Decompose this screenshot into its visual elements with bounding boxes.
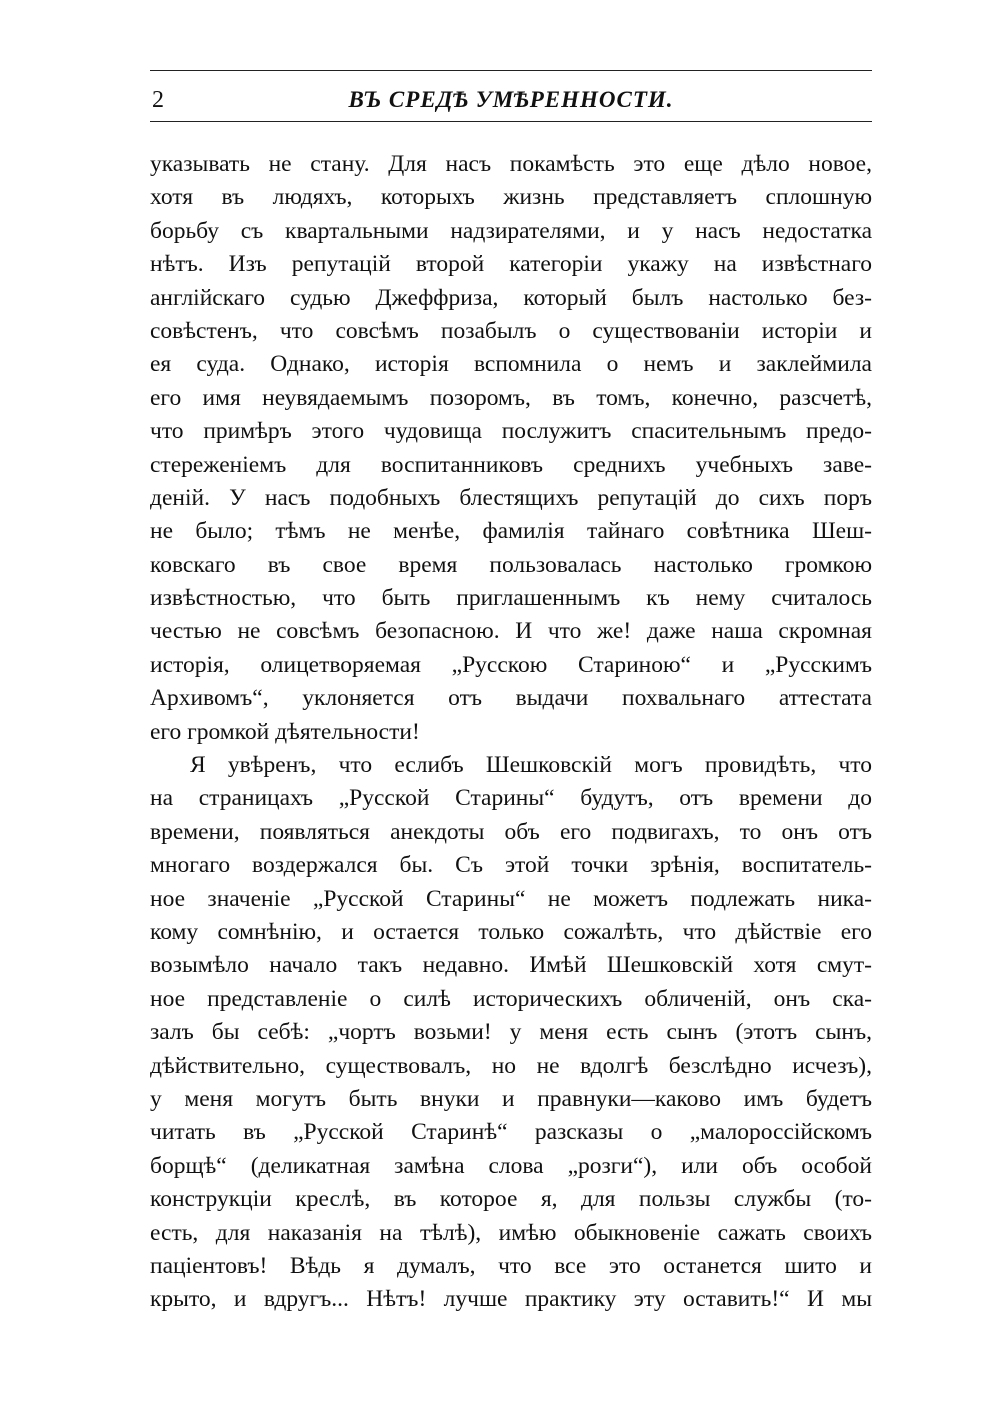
text-line: читать въ „Русской Старинѣ“ разсказы о „малороссійскомъ [150,1119,872,1146]
running-title: ВЪ СРЕДѢ УМѢРЕННОСТИ. [348,87,674,112]
text-line: хотя въ людяхъ, которыхъ жизнь представляетъ сплошную [150,184,872,211]
text-line: Архивомъ“, уклоняется отъ выдачи похвальнаго аттестата [150,685,872,712]
paragraph [150,749,872,1317]
text-line: борщѣ“ (деликатная замѣна слова „розги“), или объ особой [150,1152,872,1179]
text-line: многаго воздержался бы. Съ этой точки зрѣнія, воспитатель- [150,852,872,879]
text-line: стереженіемъ для воспитанниковъ среднихъ учебныхъ заве- [150,451,872,478]
text-line: его имя неувядаемымъ позоромъ, въ томъ, конечно, разсчетѣ, [150,384,872,411]
text-line: ея суда. Однако, исторія вспомнила о немъ и заклеймила [150,351,872,378]
text-line: ное представленіе о силѣ историческихъ обличеній, онъ ска- [150,985,872,1012]
text-line: совѣстенъ, что совсѣмъ позабылъ о существованіи исторіи и [150,317,872,344]
paragraph [150,148,872,749]
text-line: времени, появляться анекдоты объ его подвигахъ, то онъ отъ [150,818,872,845]
text-line: нѣтъ. Изъ репутацій второй категоріи укажу на извѣстнаго [150,251,872,278]
header-bottom-rule [150,121,872,122]
text-line: на страницахъ „Русской Старины“ будутъ, отъ времени до [150,785,872,812]
text-line: указывать не стану. Для насъ покамѣсть это еще дѣло новое, [150,151,872,177]
text-line: кому сомнѣнію, и остается только сожалѣть, что дѣйствіе его [150,918,872,945]
text-line: паціентовъ! Вѣдь я думалъ, что все это останется шито и [150,1252,872,1279]
text-line: у меня могутъ быть внуки и правнуки—каково имъ будетъ [150,1085,872,1112]
text-line: есть, для наказанія на тѣлѣ), имѣю обыкновеніе сажать своихъ [150,1219,872,1246]
page-header [150,71,872,121]
text-line: ковскаго въ свое время пользовалась настолько громкою [150,551,872,578]
text-line: не было; тѣмъ не менѣе, фамилія тайнаго совѣтника Шеш- [150,518,872,545]
text-line: залъ бы себѣ: „чортъ возьми! у меня есть сынъ (этотъ сынъ, [150,1019,872,1046]
book-page [150,70,872,1317]
text-line: Я увѣренъ, что еслибъ Шешковскій могъ провидѣть, что [190,752,872,779]
text-line: возымѣло начало такъ недавно. Имѣй Шешковскій хотя смут- [150,952,872,979]
body-text [150,148,872,1317]
text-line: деній. У насъ подобныхъ блестящихъ репутацій до сихъ поръ [150,484,872,511]
text-line: дѣйствительно, существовалъ, но не вдолгѣ безслѣдно исчезъ), [150,1052,872,1079]
text-line: его громкой дѣятельности! [150,718,420,745]
text-line: исторія, олицетворяемая „Русскою Стариною“ и „Русскимъ [150,651,872,678]
text-line: что примѣръ этого чудовища послужитъ спасительнымъ предо- [150,418,872,445]
text-line: ное значеніе „Русской Старины“ не можетъ подлежать ника- [150,885,872,912]
text-line: англійскаго судью Джеффриза, который былъ настолько без- [150,284,872,311]
text-line: борьбу съ квартальными надзирателями, и у насъ недостатка [150,217,872,244]
text-line: честью не совсѣмъ безопасною. И что же! даже наша скромная [150,618,872,645]
text-line: извѣстностью, что быть приглашеннымъ къ нему считалось [150,585,872,612]
text-line: крыто, и вдругъ... Нѣтъ! лучше практику эту оставить!“ И мы [150,1286,872,1313]
text-line: конструкціи креслѣ, въ которое я, для пользы службы (то- [150,1186,872,1213]
page-number: 2 [152,87,164,113]
